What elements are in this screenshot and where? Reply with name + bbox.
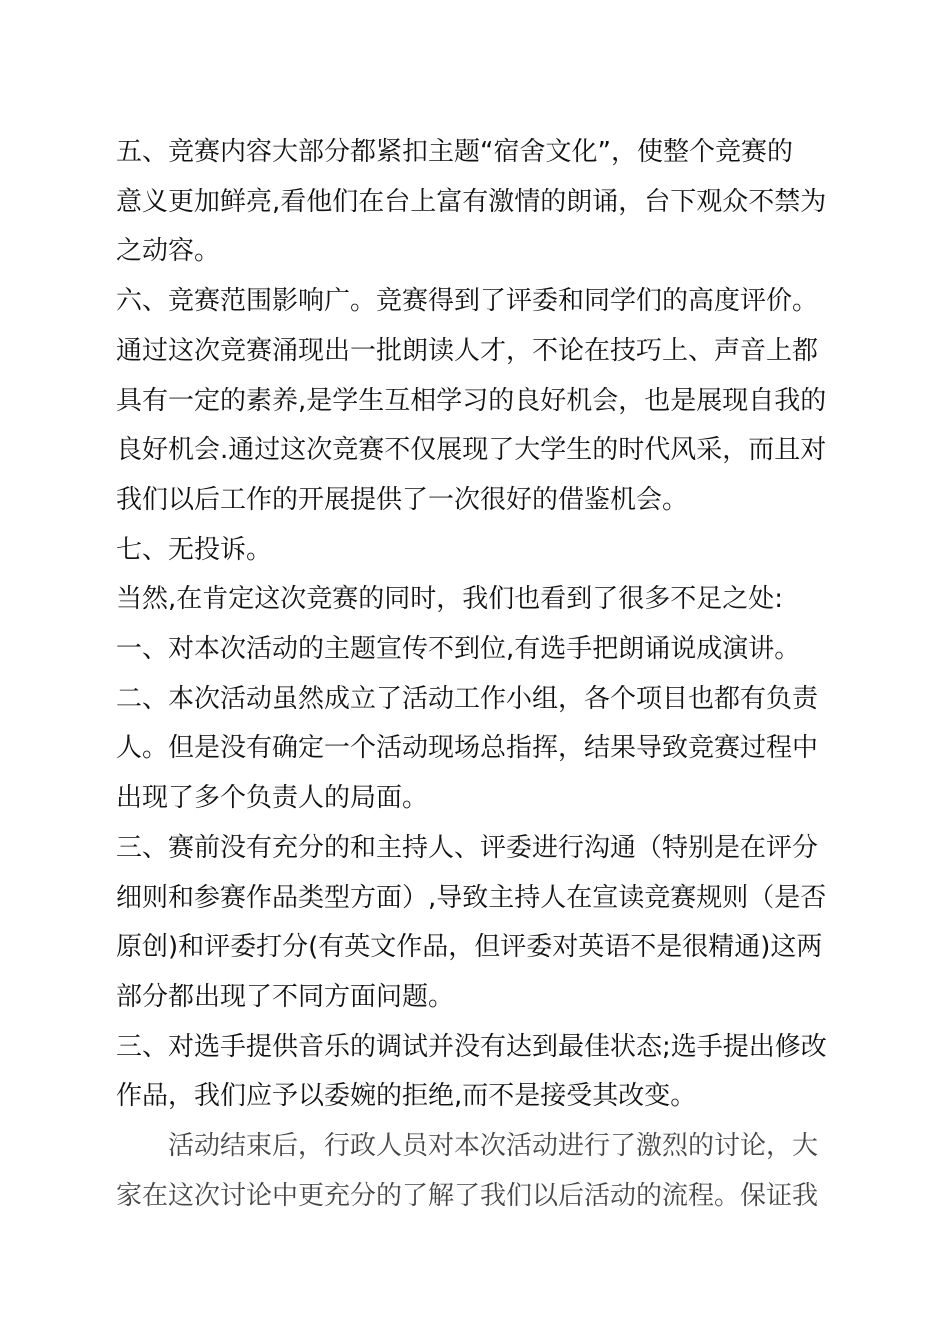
- text-line: 意义更加鲜亮,看他们在台上富有激情的朗诵，台下观众不禁为: [116, 186, 827, 217]
- text-line: 六、竞赛范围影响广。竞赛得到了评委和同学们的高度评价。: [116, 286, 819, 317]
- text-line: 通过这次竞赛涌现出一批朗读人才，不论在技巧上、声音上都: [116, 335, 819, 366]
- text-line: 一、对本次活动的主题宣传不到位,有选手把朗诵说成演讲。: [116, 634, 801, 665]
- text-line: 当然,在肯定这次竞赛的同时，我们也看到了很多不足之处:: [116, 584, 784, 615]
- text-line: 活动结束后，行政人员对本次活动进行了激烈的讨论，大: [168, 1131, 819, 1162]
- text-line: 二、本次活动虽然成立了活动工作小组，各个项目也都有负责: [116, 683, 819, 714]
- text-line: 具有一定的素养,是学生互相学习的良好机会，也是展现自我的: [116, 385, 827, 416]
- text-line: 五、竞赛内容大部分都紧扣主题“宿舍文化”，使整个竞赛的: [116, 137, 793, 167]
- text-line: 作品，我们应予以委婉的拒绝,而不是接受其改变。: [116, 1081, 697, 1112]
- text-line: 部分都出现了不同方面问题。: [116, 981, 455, 1012]
- text-line: 我们以后工作的开展提供了一次很好的借鉴机会。: [116, 484, 689, 515]
- text-line: 家在这次讨论中更充分的了解了我们以后活动的流程。保证我: [116, 1180, 819, 1211]
- text-line: 人。但是没有确定一个活动现场总指挥，结果导致竞赛过程中: [116, 733, 819, 764]
- text-line: 三、赛前没有充分的和主持人、评委进行沟通（特别是在评分: [116, 832, 819, 863]
- text-line: 三、对选手提供音乐的调试并没有达到最佳状态;选手提出修改: [116, 1031, 827, 1062]
- text-line: 出现了多个负责人的局面。: [116, 783, 429, 814]
- body-text: [116, 128, 827, 1221]
- text-line: 原创)和评委打分(有英文作品，但评委对英语不是很精通)这两: [116, 932, 823, 963]
- text-line: 七、无投诉。: [116, 534, 273, 565]
- text-line: 良好机会.通过这次竞赛不仅展现了大学生的时代风采，而且对: [116, 435, 827, 466]
- text-line: 之动容。: [116, 236, 221, 267]
- text-line: 细则和参赛作品类型方面）,导致主持人在宣读竞赛规则（是否: [116, 882, 827, 913]
